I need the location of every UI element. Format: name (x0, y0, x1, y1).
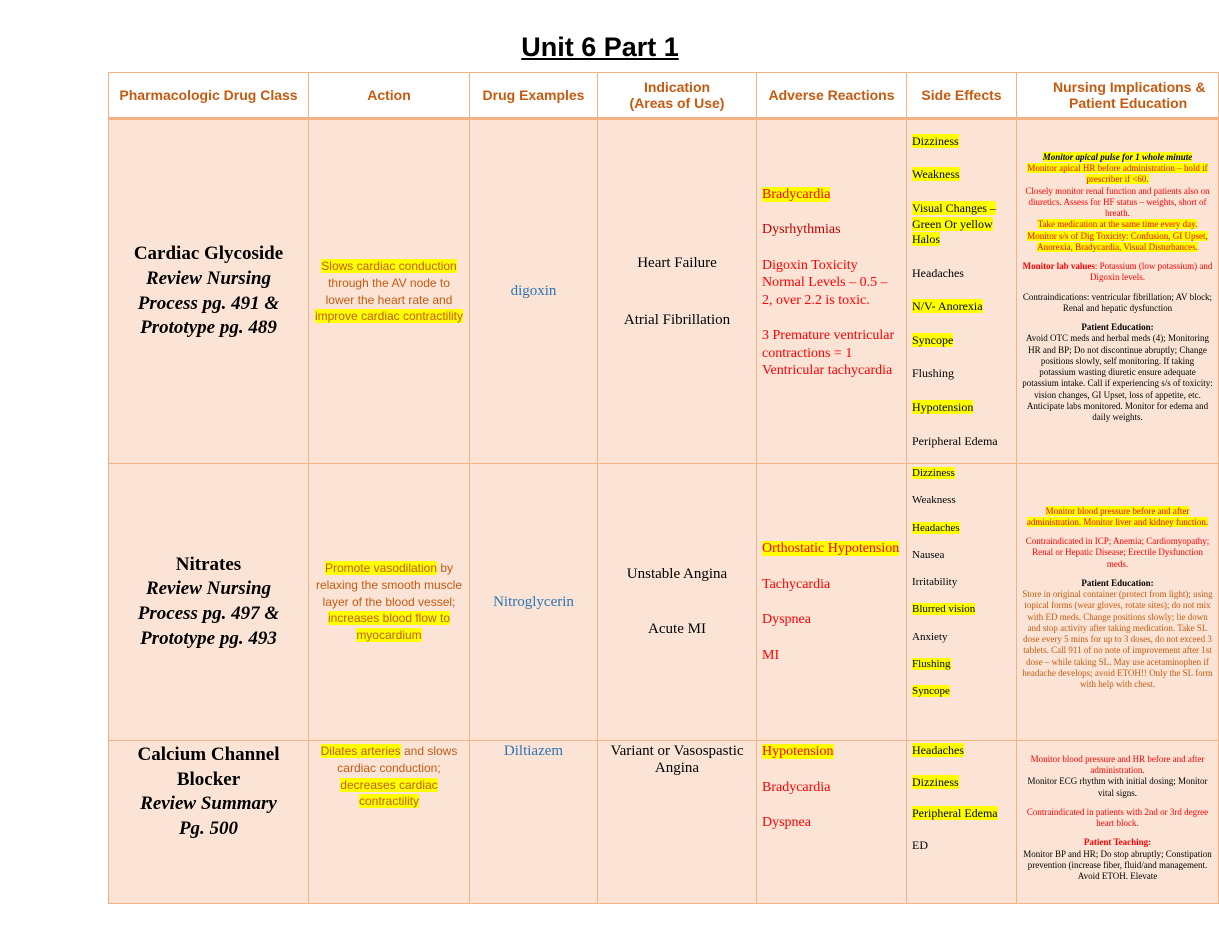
action-cell: Promote vasodilation by relaxing the smooth muscle layer of the blood vessel; increases blood flow to myocardium (309, 464, 470, 741)
nursing-cell: Monitor apical pulse for 1 whole minute Monitor apical HR before administration – hold if prescriber if <60. Closely monitor renal function and patients also on diuretics. Assess for HF status – weights, short of breath. Take medication at the same time every day. Monitor s/s of Dig Toxicity: Confusion, GI Upset, Anorexia, Bradycardia, Visual Disturbances. Monitor lab values: Potassium (low potassium) and Digoxin levels. Contraindications: ventricular fibrillation; AV block; Renal and hepatic dysfunction Patient Education: Avoid OTC meds and herbal meds (4); Monitoring HR and BP; Do not discontinue abruptly; Change positions slowly, self monitoring. If taking potassium wasting diuretic ensure adequate potassium intake. Call if experiencing s/s of toxicity: vision changes, GI Upset, loss of appetite, etc. Anticipate labs monitored. Monitor for edema and daily weights. (1017, 119, 1219, 464)
drug-cell: Diltiazem (470, 741, 598, 904)
adverse-cell: Hypotension Bradycardia Dyspnea (757, 741, 907, 904)
action-cell: Slows cardiac conduction through the AV node to lower the heart rate and improve cardiac contractility (309, 119, 470, 464)
drug-cell: digoxin (470, 119, 598, 464)
page-title: Unit 6 Part 1 (521, 32, 679, 62)
indication-cell: Unstable Angina Acute MI (598, 464, 757, 741)
class-cell: Nitrates Review Nursing Process pg. 497 & Prototype pg. 493 (109, 464, 309, 741)
header-indication: Indication (Areas of Use) (598, 73, 757, 119)
table-row (109, 119, 1219, 464)
side-effects-cell: Headaches Dizziness Peripheral Edema ED (907, 741, 1017, 904)
adverse-cell: Bradycardia Dysrhythmias Digoxin Toxicity Normal Levels – 0.5 – 2, over 2.2 is toxic. 3 Premature ventricular contractions = 1 Ventricular tachycardia (757, 119, 907, 464)
indication-cell: Variant or Vasospastic Angina (598, 741, 757, 904)
class-cell: Calcium Channel Blocker Review Summary Pg. 500 (109, 741, 309, 904)
table-row (109, 464, 1219, 741)
nursing-cell: Monitor blood pressure and HR before and after administration. Monitor ECG rhythm with initial dosing; Monitor vital signs. Contraindicated in patients with 2nd or 3rd degree heart block. Patient Teaching: Monitor BP and HR; Do stop abruptly; Constipation prevention (increase fiber, fluid/and management. Avoid ETOH. Elevate (1017, 741, 1219, 904)
action-cell: Dilates arteries and slows cardiac conduction; decreases cardiac contractility (309, 741, 470, 904)
drug-table (108, 72, 1219, 904)
drug-cell: Nitroglycerin (470, 464, 598, 741)
header-drugs: Drug Examples (470, 73, 598, 119)
indication-cell: Heart Failure Atrial Fibrillation (598, 119, 757, 464)
header-class: Pharmacologic Drug Class (109, 73, 309, 119)
side-effects-cell: Dizziness Weakness Visual Changes – Green Or yellow Halos Headaches N/V- Anorexia Syncope Flushing Hypotension Peripheral Edema (907, 119, 1017, 464)
class-cell: Cardiac Glycoside Review Nursing Process pg. 491 & Prototype pg. 489 (109, 119, 309, 464)
header-row (109, 73, 1219, 119)
table-row (109, 741, 1219, 904)
header-nursing: Nursing Implications & Patient Education (1017, 73, 1219, 119)
nursing-cell: Monitor blood pressure before and after administration. Monitor liver and kidney function. Contraindicated in ICP; Anemia; Cardiomyopathy; Renal or Hepatic Disease; Erectile Dysfunction meds. Patient Education: Store in original container (protect from light); using topical forms (wear gloves, rotate sites); do not mix with ED meds. Change positions slowly; lie down and stop activity after taking medication. Take SL dose every 5 mins for up to 3 doses, do not exceed 3 tablets. Call 911 of no note of improvement after 1st dose – while taking SL. May use acetaminophen if headache develops; avoid ETOH!! Only the SL form with help with chest. (1017, 464, 1219, 741)
adverse-cell: Orthostatic Hypotension Tachycardia Dyspnea MI (757, 464, 907, 741)
header-action: Action (309, 73, 470, 119)
header-adverse: Adverse Reactions (757, 73, 907, 119)
side-effects-cell: Dizziness Weakness Headaches Nausea Irritability Blurred vision Anxiety Flushing Syncope (907, 464, 1017, 741)
header-side: Side Effects (907, 73, 1017, 119)
